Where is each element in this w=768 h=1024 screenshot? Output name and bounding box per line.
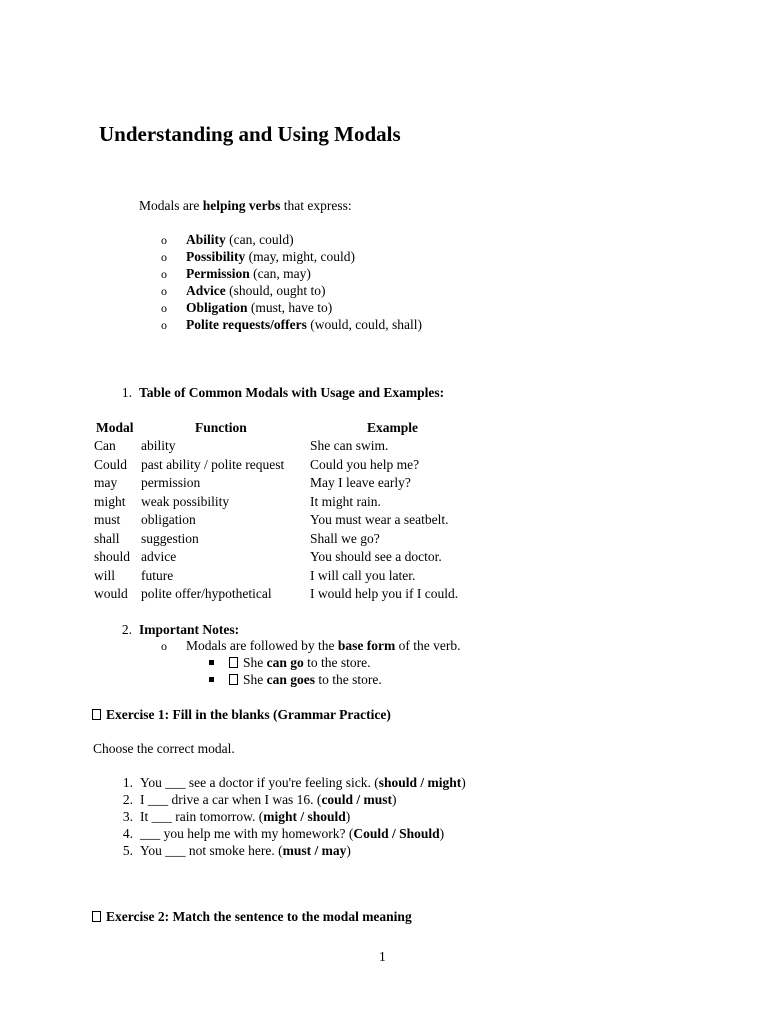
table-row bbox=[0, 456, 768, 474]
bullet-term: Permission bbox=[186, 266, 250, 281]
table-cell: Could bbox=[94, 456, 128, 472]
item-text: You ___ see a doctor if you're feeling sick. ( bbox=[140, 775, 379, 790]
table-cell: future bbox=[141, 567, 174, 583]
note-post: of the verb. bbox=[395, 638, 461, 653]
exercise-1-heading bbox=[92, 706, 391, 723]
missing-glyph-icon bbox=[229, 657, 238, 668]
table-header-modal: Modal bbox=[96, 420, 134, 435]
list-item bbox=[161, 282, 326, 300]
table-row bbox=[0, 548, 768, 566]
missing-glyph-icon bbox=[229, 674, 238, 685]
missing-glyph-icon bbox=[92, 911, 101, 922]
section-heading-2 bbox=[109, 621, 239, 638]
table-cell: permission bbox=[141, 475, 201, 490]
item-text: I ___ drive a car when I was 16. ( bbox=[140, 792, 322, 807]
table-cell: weak possibility bbox=[141, 493, 230, 509]
list-item bbox=[161, 316, 422, 334]
example-post: to the store. bbox=[315, 672, 382, 687]
table-cell: She can swim. bbox=[310, 438, 389, 453]
table-cell: suggestion bbox=[141, 530, 199, 546]
item-number: 1. bbox=[122, 775, 133, 790]
item-end: ) bbox=[391, 792, 397, 807]
list-item bbox=[110, 842, 351, 859]
list-item bbox=[110, 791, 396, 808]
bullet-marker: o bbox=[161, 267, 167, 281]
item-options: could / must bbox=[321, 792, 392, 807]
item-options: must / may bbox=[282, 843, 347, 858]
table-cell: obligation bbox=[141, 512, 196, 527]
exercise-2-heading-text: Exercise 2: Match the sentence to the modal meaning bbox=[106, 909, 412, 924]
bullet-marker: o bbox=[161, 284, 167, 298]
item-text: ___ you help me with my homework? ( bbox=[140, 826, 354, 841]
table-cell: You should see a doctor. bbox=[310, 549, 442, 564]
item-end: ) bbox=[346, 843, 351, 858]
list-item bbox=[110, 808, 350, 825]
bullet-detail: (would, could, shall) bbox=[306, 317, 422, 332]
bullet-detail: (can, could) bbox=[225, 232, 294, 247]
item-options: might / should bbox=[263, 809, 346, 824]
bullet-detail: (can, may) bbox=[249, 266, 311, 281]
missing-glyph-icon bbox=[92, 709, 101, 720]
table-cell: ability bbox=[141, 438, 176, 453]
section-number: 2. bbox=[121, 622, 132, 637]
item-number: 5. bbox=[122, 843, 133, 858]
table-cell: advice bbox=[141, 549, 177, 564]
page-number: 1 bbox=[379, 949, 386, 964]
bullet-detail: (must, have to) bbox=[247, 300, 333, 315]
item-end: ) bbox=[461, 775, 466, 790]
item-end: ) bbox=[439, 826, 445, 841]
bullet-detail: (may, might, could) bbox=[245, 249, 355, 264]
table-row bbox=[0, 530, 768, 548]
table-cell: I would help you if I could. bbox=[310, 586, 459, 601]
bullet-marker: o bbox=[161, 639, 167, 653]
item-options: Could / Should bbox=[353, 826, 440, 841]
item-options: should / might bbox=[378, 775, 462, 790]
list-item bbox=[110, 774, 466, 791]
item-text: You ___ not smoke here. ( bbox=[140, 843, 283, 858]
example-pre: She bbox=[243, 655, 267, 670]
section-heading-text: Table of Common Modals with Usage and Examples: bbox=[139, 385, 445, 400]
table-cell: Shall we go? bbox=[310, 530, 380, 546]
section-heading-1 bbox=[109, 384, 444, 401]
list-item bbox=[110, 825, 444, 842]
intro-pre: Modals are bbox=[139, 198, 203, 213]
note-pre: Modals are followed by the bbox=[186, 638, 338, 653]
page-title: Understanding and Using Modals bbox=[99, 122, 401, 146]
exercise-2-heading bbox=[92, 908, 412, 925]
item-number: 4. bbox=[122, 826, 133, 841]
example-bold: can goes bbox=[266, 672, 315, 687]
table-cell: Can bbox=[94, 438, 116, 453]
bullet-term: Advice bbox=[186, 283, 226, 298]
table-cell: I will call you later. bbox=[310, 567, 416, 583]
table-cell: should bbox=[94, 549, 131, 564]
table-row bbox=[0, 437, 768, 455]
table-row bbox=[0, 493, 768, 511]
table-cell: May I leave early? bbox=[310, 475, 411, 490]
bullet-term: Obligation bbox=[186, 300, 248, 315]
table-header-example: Example bbox=[367, 420, 419, 435]
item-text: It ___ rain tomorrow. ( bbox=[140, 809, 264, 824]
example-bold: can go bbox=[266, 655, 304, 670]
bullet-detail: (should, ought to) bbox=[225, 283, 326, 298]
table-row bbox=[0, 511, 768, 529]
bullet-marker: o bbox=[161, 318, 167, 332]
item-number: 2. bbox=[122, 792, 133, 807]
table-cell: past ability / polite request bbox=[141, 456, 285, 472]
item-number: 3. bbox=[122, 809, 133, 824]
note-line bbox=[161, 637, 460, 655]
exercise-1-instruction: Choose the correct modal. bbox=[93, 741, 235, 756]
table-cell: will bbox=[94, 567, 116, 583]
table-cell: Could you help me? bbox=[310, 456, 420, 472]
bullet-term: Possibility bbox=[186, 249, 246, 264]
list-item bbox=[161, 248, 355, 266]
intro-line bbox=[139, 197, 352, 214]
list-item bbox=[161, 265, 311, 283]
list-item bbox=[161, 299, 332, 317]
section-heading-text: Important Notes: bbox=[139, 622, 240, 637]
exercise-1-heading-text: Exercise 1: Fill in the blanks (Grammar Practice) bbox=[106, 707, 391, 722]
bullet-marker: o bbox=[161, 233, 167, 247]
list-item bbox=[161, 231, 294, 249]
table-cell: It might rain. bbox=[310, 493, 381, 509]
example-pre: She bbox=[243, 672, 267, 687]
table-cell: polite offer/hypothetical bbox=[141, 586, 272, 601]
table-header-function: Function bbox=[195, 420, 247, 435]
example-incorrect bbox=[209, 671, 382, 688]
table-cell: might bbox=[94, 493, 126, 509]
intro-post: that express: bbox=[280, 198, 352, 213]
item-end: ) bbox=[345, 809, 351, 824]
table-row bbox=[0, 567, 768, 585]
table-row bbox=[0, 474, 768, 492]
bullet-marker: o bbox=[161, 301, 167, 315]
square-bullet-icon bbox=[209, 660, 214, 665]
example-correct bbox=[209, 654, 371, 671]
bullet-term: Polite requests/offers bbox=[186, 317, 307, 332]
note-bold: base form bbox=[337, 638, 396, 653]
bullet-marker: o bbox=[161, 250, 167, 264]
table-row bbox=[0, 585, 768, 603]
square-bullet-icon bbox=[209, 677, 214, 682]
table-cell: shall bbox=[94, 530, 120, 546]
bullet-term: Ability bbox=[186, 232, 226, 247]
table-cell: You must wear a seatbelt. bbox=[310, 512, 449, 527]
intro-bold: helping verbs bbox=[202, 198, 281, 213]
table-cell: may bbox=[94, 475, 118, 490]
example-post: to the store. bbox=[303, 655, 371, 670]
section-number: 1. bbox=[121, 385, 132, 400]
table-cell: would bbox=[94, 586, 128, 601]
table-cell: must bbox=[94, 512, 121, 527]
